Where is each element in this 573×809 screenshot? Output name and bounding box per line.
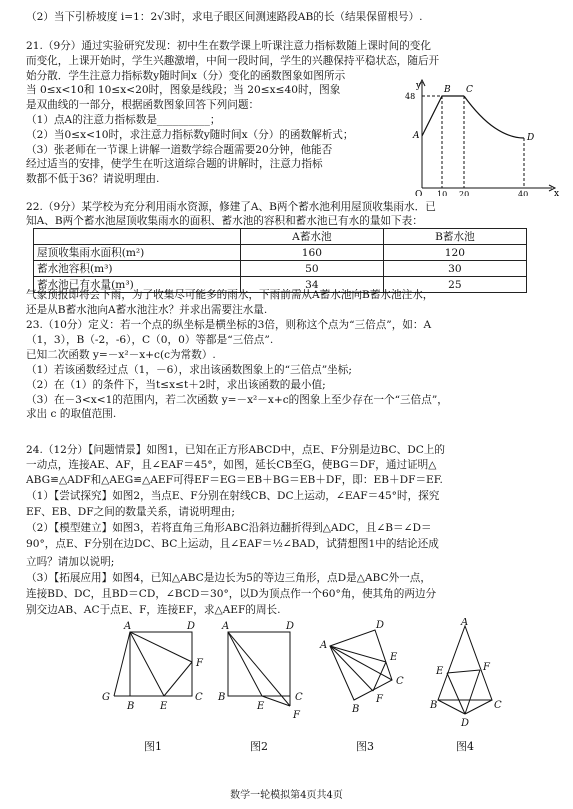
q24-line: （3）【拓展应用】如图4，已知△ABC是边长为5的等边三角形，点D是△ABC外一点， <box>26 572 431 584</box>
q24-line: EF、EB、DF之间的数量关系，请说明理由; <box>26 506 235 518</box>
figure-4-caption: 图4 <box>456 740 474 753</box>
q21-line: （1）点A的注意力指标数是__________； <box>26 114 221 126</box>
table-cell: 屋顶收集雨水面积(m²) <box>34 245 241 261</box>
q21-line: （2）当0≤x<10时，求注意力指标数y随时间x（分）的函数解析式； <box>26 129 354 141</box>
q21-line: （3）张老师在一节课上讲解一道数学综合题需要20分钟，他能否 <box>26 144 333 156</box>
q23-line: 求出 c 的取值范围. <box>26 408 117 420</box>
svg-text:F: F <box>293 710 300 721</box>
table-cell: 34 <box>241 277 384 293</box>
figure-3-caption: 图3 <box>356 740 374 753</box>
svg-text:E: E <box>160 701 168 712</box>
q21-line: 是双曲线的一部分，根据函数图象回答下列问题： <box>26 99 260 111</box>
svg-text:B: B <box>127 701 135 712</box>
svg-text:D: D <box>286 621 295 632</box>
q24-line: （2）【模型建立】如图3，若将直角三角形ABC沿斜边翻折得到△ADC，且∠B＝∠D＝ <box>26 522 432 534</box>
svg-text:C: C <box>295 692 303 703</box>
svg-text:F: F <box>376 694 383 705</box>
q24-line: 90°，点E、F分别在边DC、BC上运动，且∠EAF＝½∠BAD，试猜想图1中的结论还成 <box>26 538 439 550</box>
svg-text:G: G <box>102 692 110 703</box>
q23-line: 23.（10分）定义：若一个点的纵坐标是横坐标的3倍，则称这个点为“三倍点”，如：A <box>26 319 432 331</box>
q24-line: 连接BD、DC，且BD＝CD，∠BCD＝30°，以D为顶点作一个60°角，使其角的两边分 <box>26 588 437 600</box>
svg-text:C: C <box>396 676 404 687</box>
page-footer: 数学一轮模拟第4页共4页 <box>230 790 343 801</box>
table-header-row <box>34 229 527 245</box>
table-header-cell: B蓄水池 <box>383 229 526 245</box>
svg-text:C: C <box>494 700 502 711</box>
svg-text:F: F <box>196 658 203 669</box>
q23-line: （1）若该函数经过点（1，－6），求出该函数图象上的“三倍点”坐标; <box>26 364 352 376</box>
table-cell: 蓄水池已有水量(m³) <box>34 277 241 293</box>
x-tick-10: 10 <box>437 190 448 196</box>
figure-1-caption: 图1 <box>144 740 162 753</box>
svg-text:A: A <box>222 621 230 632</box>
table-row <box>34 261 527 277</box>
geometry-figures <box>0 618 573 748</box>
svg-text:A: A <box>320 640 328 651</box>
q24-line: （1）【尝试探究】如图2，当点E、F分别在射线CB、DC上运动，∠EAF＝45°时，探究 <box>26 490 440 502</box>
y-tick-48: 48 <box>405 92 416 101</box>
q23-line: （2）在（1）的条件下，当t≤x≤t＋2时，求出该函数的最小值; <box>26 379 326 391</box>
table-row <box>34 245 527 261</box>
point-a-label: A <box>413 131 420 141</box>
svg-text:B: B <box>430 700 438 711</box>
q21-line: 始分散．学生注意力指标数y随时间x（分）变化的函数图象如图所示 <box>26 70 346 82</box>
svg-text:E: E <box>390 652 398 663</box>
svg-text:E: E <box>257 701 265 712</box>
x-tick-40: 40 <box>518 190 529 196</box>
svg-text:D: D <box>376 620 385 631</box>
q24-line: ABG≌△ADF和△AEG≌△AEF可得EF＝EG＝EB＋BG＝EB＋DF，即：EB＋DF＝EF. <box>26 474 443 486</box>
q21-line: 当 0≤x<10和 10≤x<20时，图象是线段；当 20≤x≤40时，图象 <box>26 84 341 96</box>
q22-tail-line: 还是从B蓄水池向A蓄水池注水？并求出需要注水量. <box>26 304 268 316</box>
table-cell: 30 <box>383 261 526 277</box>
q22-line: 知A、B两个蓄水池屋顶收集雨水的面积、蓄水池的容积和蓄水池已有水的量如下表： <box>26 215 423 227</box>
table-cell: 蓄水池容积(m³) <box>34 261 241 277</box>
figure-2-caption: 图2 <box>250 740 268 753</box>
table-cell: 50 <box>241 261 384 277</box>
svg-text:B: B <box>352 704 360 715</box>
q23-line: （3）在－3<x<1的范围内，若二次函数 y=－x²－x+c的图象上至少存在一个“三倍点”， <box>26 394 448 406</box>
figure-2 <box>228 632 290 706</box>
x-tick-20: 20 <box>459 190 470 196</box>
q21-line: 数都不低于36？请说明理由. <box>26 173 160 185</box>
table-header-cell <box>34 229 241 245</box>
q23-line: （1，3），B（-2，-6），C（0，0）等都是“三倍点”. <box>26 334 274 346</box>
q24-line: 24.（12分）【问题情景】如图1，已知在正方形ABCD中，点E、F分别是边BC、DC上的 <box>26 444 445 456</box>
q21-line: 而变化，上课开始时，学生兴趣激增，中间一段时间，学生的兴趣保持平稳状态，随后开 <box>26 55 440 67</box>
svg-text:C: C <box>195 692 203 703</box>
q22-tail-line: 气象预报即将会下雨，为了收集尽可能多的雨水，下雨前需从A蓄水池向B蓄水池注水， <box>26 289 434 301</box>
origin-label: O <box>415 190 423 196</box>
svg-text:D: D <box>187 621 196 632</box>
svg-text:F: F <box>483 662 490 673</box>
table-cell: 25 <box>383 277 526 293</box>
q22-line: 22.（9分）某学校为充分利用雨水资源，修建了A、B两个蓄水池利用屋顶收集雨水．已 <box>26 201 436 213</box>
y-axis-label: y <box>416 81 422 91</box>
x-axis-label: x <box>554 189 560 196</box>
point-d-label: D <box>527 133 535 143</box>
point-c-label: C <box>466 85 473 95</box>
q24-line: 一动点，连接AE、AF，且∠EAF＝45°，如图，延长CB至G，使BG＝DF，通过证明△ <box>26 459 437 471</box>
q24-line: 别交边AB、AC于点E、F，连接EF，求△AEF的周长. <box>26 604 281 616</box>
q21-line: 21.（9分）通过实验研究发现：初中生在数学课上听课注意力指标数随上课时间的变化 <box>26 40 431 52</box>
figure-1 <box>114 632 192 696</box>
svg-text:B: B <box>218 692 226 703</box>
svg-text:D: D <box>461 718 470 729</box>
q21-line: 经过适当的安排，使学生在听这道综合题的讲解时，注意力指标 <box>26 158 323 170</box>
q20-part2: （2）当下引桥坡度 i=1：2√3时，求电子眼区间测速路段AB的长（结果保留根号）. <box>26 11 423 23</box>
table-cell: 160 <box>241 245 384 261</box>
svg-text:A: A <box>124 621 132 632</box>
table-cell: 120 <box>383 245 526 261</box>
q23-line: 已知二次函数 y=－x²－x+c(c为常数）. <box>26 349 216 361</box>
svg-text:E: E <box>436 666 444 677</box>
q24-line: 立吗？请加以说明; <box>26 556 115 568</box>
table-header-cell: A蓄水池 <box>241 229 384 245</box>
figure-3 <box>330 630 392 700</box>
reservoir-table <box>33 228 527 293</box>
attention-graph <box>400 78 560 196</box>
point-b-label: B <box>444 85 451 95</box>
svg-text:A: A <box>461 618 469 628</box>
